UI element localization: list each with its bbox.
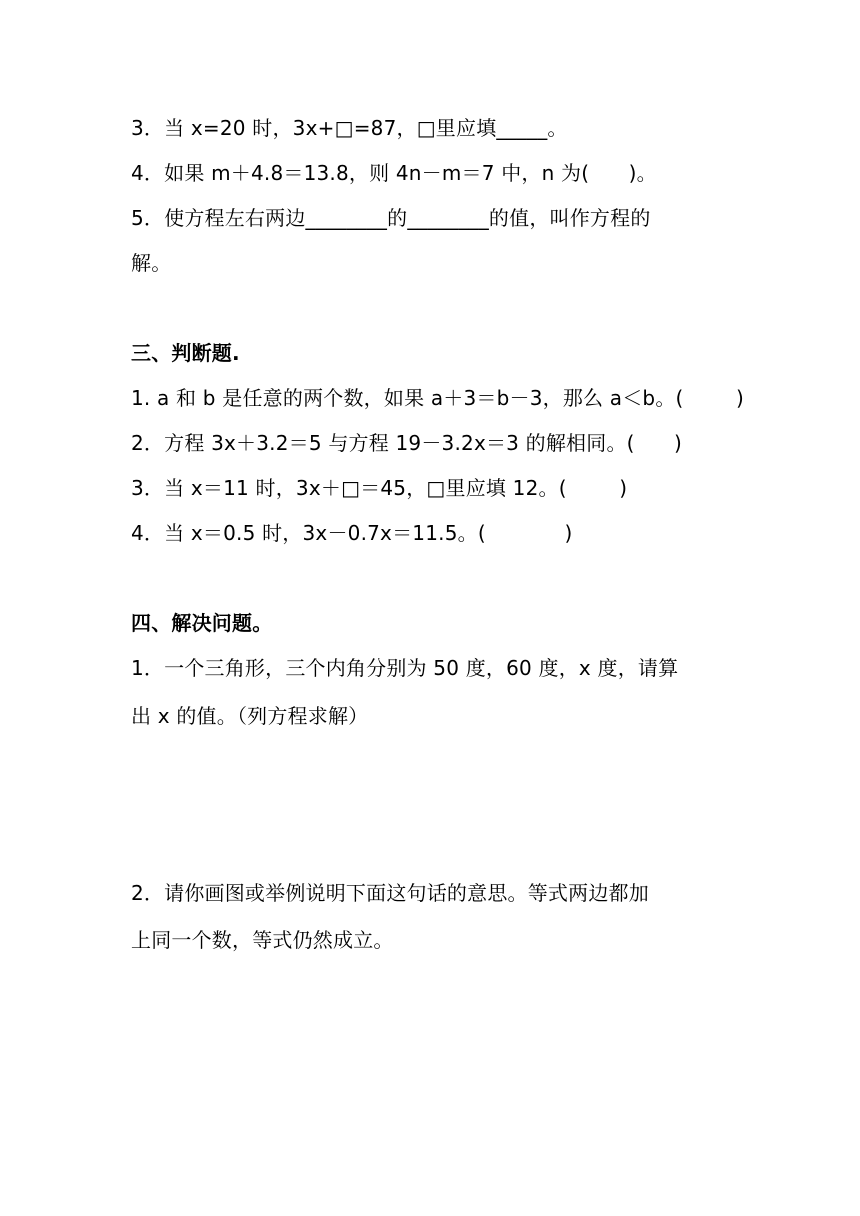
- fill-in-question-4: 4．如果 m＋4.8＝13.8，则 4n－m＝7 中，n 为( )。: [131, 161, 657, 185]
- judge-question-3: 3．当 x＝11 时，3x＋□＝45，□里应填 12。( ): [131, 476, 628, 500]
- solve-question-2-line-2: 上同一个数，等式仍然成立。: [131, 928, 394, 952]
- section-heading-solve: 四、解决问题。: [131, 611, 273, 635]
- judge-question-4: 4．当 x＝0.5 时，3x－0.7x＝11.5。( ): [131, 521, 573, 545]
- solve-question-1-line-1: 1．一个三角形，三个内角分别为 50 度，60 度，x 度，请算: [131, 656, 679, 680]
- judge-question-2: 2．方程 3x＋3.2＝5 与方程 19－3.2x＝3 的解相同。( ): [131, 431, 683, 455]
- fill-in-question-5-line-1: 5．使方程左右两边________的________的值，叫作方程的: [131, 206, 651, 230]
- fill-in-question-3: 3．当 x=20 时，3x+□=87，□里应填_____。: [131, 116, 568, 140]
- judge-question-1: 1. a 和 b 是任意的两个数，如果 a＋3＝b－3，那么 a＜b。( ): [131, 386, 744, 410]
- section-heading-judge: 三、判断题.: [131, 341, 240, 365]
- fill-in-question-5-line-2: 解。: [131, 251, 172, 275]
- solve-question-1-line-2: 出 x 的值。（列方程求解）: [131, 704, 369, 728]
- solve-question-2-line-1: 2．请你画图或举例说明下面这句话的意思。等式两边都加: [131, 881, 649, 905]
